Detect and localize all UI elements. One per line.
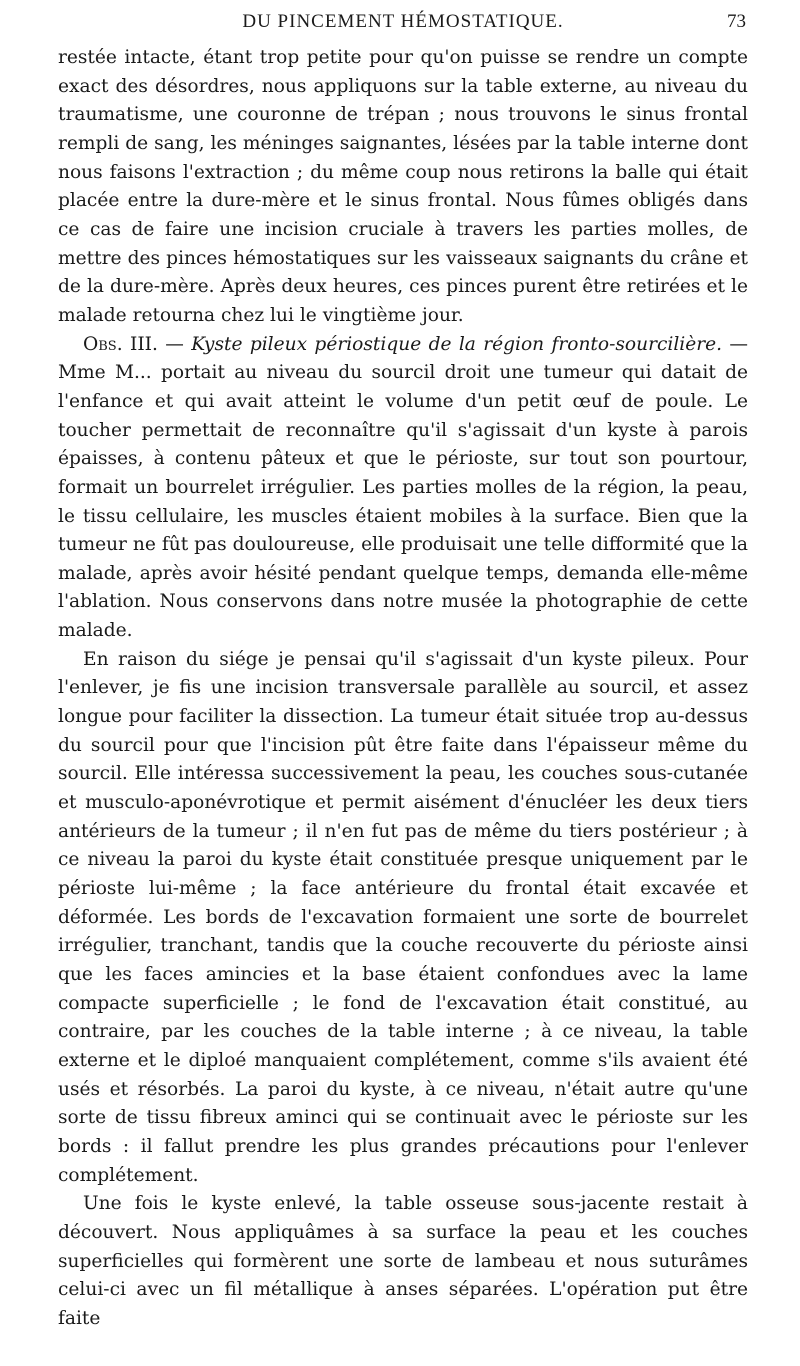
observation-dash: — — [157, 333, 192, 355]
page-number: 73 — [727, 11, 746, 32]
observation-dash: — — [722, 333, 748, 355]
paragraph-observation-3 — [58, 331, 748, 646]
observation-title: Kyste pileux périostique de la région fronto-sourcilière. — [191, 333, 723, 355]
paragraph-4: Une fois le kyste enlevé, la table osseuse sous-jacente restait à découvert. Nous appliquâmes à sa surface la peau et les couches superficielles qui formèrent une sorte de lambeau et nous suturâmes celui-ci avec un fil métallique à anses séparées. L'opération put être faite — [58, 1193, 748, 1329]
body-text — [58, 44, 748, 1334]
running-title: DU PINCEMENT HÉMOSTATIQUE. — [242, 11, 564, 32]
running-head — [60, 10, 746, 34]
paragraph-1: restée intacte, étant trop petite pour qu'on puisse se rendre un compte exact des désordres, nous appliquons sur la table externe, au niveau du traumatisme, une couronne de trépan ; nous trouvons le sinus frontal rempli de sang, les méninges saignantes, lésées par la table interne dont nous faisons l'extraction ; du même coup nous retirons la balle qui était placée entre la dure-mère et le sinus frontal. Nous fûmes obligés dans ce cas de faire une incision cruciale à travers les parties molles, de mettre des pinces hémostatiques sur les vaisseaux saignants du crâne et de la dure-mère. Après deux heures, ces pinces purent être retirées et le malade retourna chez lui le vingtième jour. — [58, 47, 748, 326]
observation-label: Obs. III. — [83, 333, 158, 355]
observation-text: Mme M... portait au niveau du sourcil droit une tumeur qui datait de l'enfance et qui avait atteint le volume d'un petit œuf de poule. Le toucher permettait de reconnaître qu'il s'agissait d'un kyste à parois épaisses, à contenu pâteux et que le périoste, sur tout son pourtour, formait un bourrelet irrégulier. Les parties molles de la région, la peau, le tissu cellulaire, les muscles étaient mobiles à la surface. Bien que la tumeur ne fût pas douloureuse, elle produisait une telle difformité que la malade, après avoir hésité pendant quelque temps, demanda elle-même l'ablation. Nous conservons dans notre musée la photographie de cette malade. — [58, 362, 748, 642]
paragraph-3: En raison du siége je pensai qu'il s'agissait d'un kyste pileux. Pour l'enlever, je fis une incision transversale parallèle au sourcil, et assez longue pour faciliter la dissection. La tumeur était située trop au-dessus du sourcil pour que l'incision pût être faite dans l'épaisseur même du sourcil. Elle intéressa successivement la peau, les couches sous-cutanée et musculo-aponévrotique et permit aisément d'énucléer les deux tiers antérieurs de la tumeur ; il n'en fut pas de même du tiers postérieur ; à ce niveau la paroi du kyste était constituée presque uniquement par le périoste lui-même ; la face antérieure du frontal était excavée et déformée. Les bords de l'excavation formaient une sorte de bourrelet irrégulier, tranchant, tandis que la couche recouverte du périoste ainsi que les faces amincies et la base étaient confondues avec la lame compacte superficielle ; le fond de l'excavation était constitué, au contraire, par les couches de la table interne ; à ce niveau, la table externe et le diploé manquaient complétement, comme s'ils avaient été usés et résorbés. La paroi du kyste, à ce niveau, n'était autre qu'une sorte de tissu fibreux aminci qui se continuait avec le périoste sur les bords : il fallut prendre les plus grandes précautions pour l'enlever complétement. — [58, 648, 748, 1186]
